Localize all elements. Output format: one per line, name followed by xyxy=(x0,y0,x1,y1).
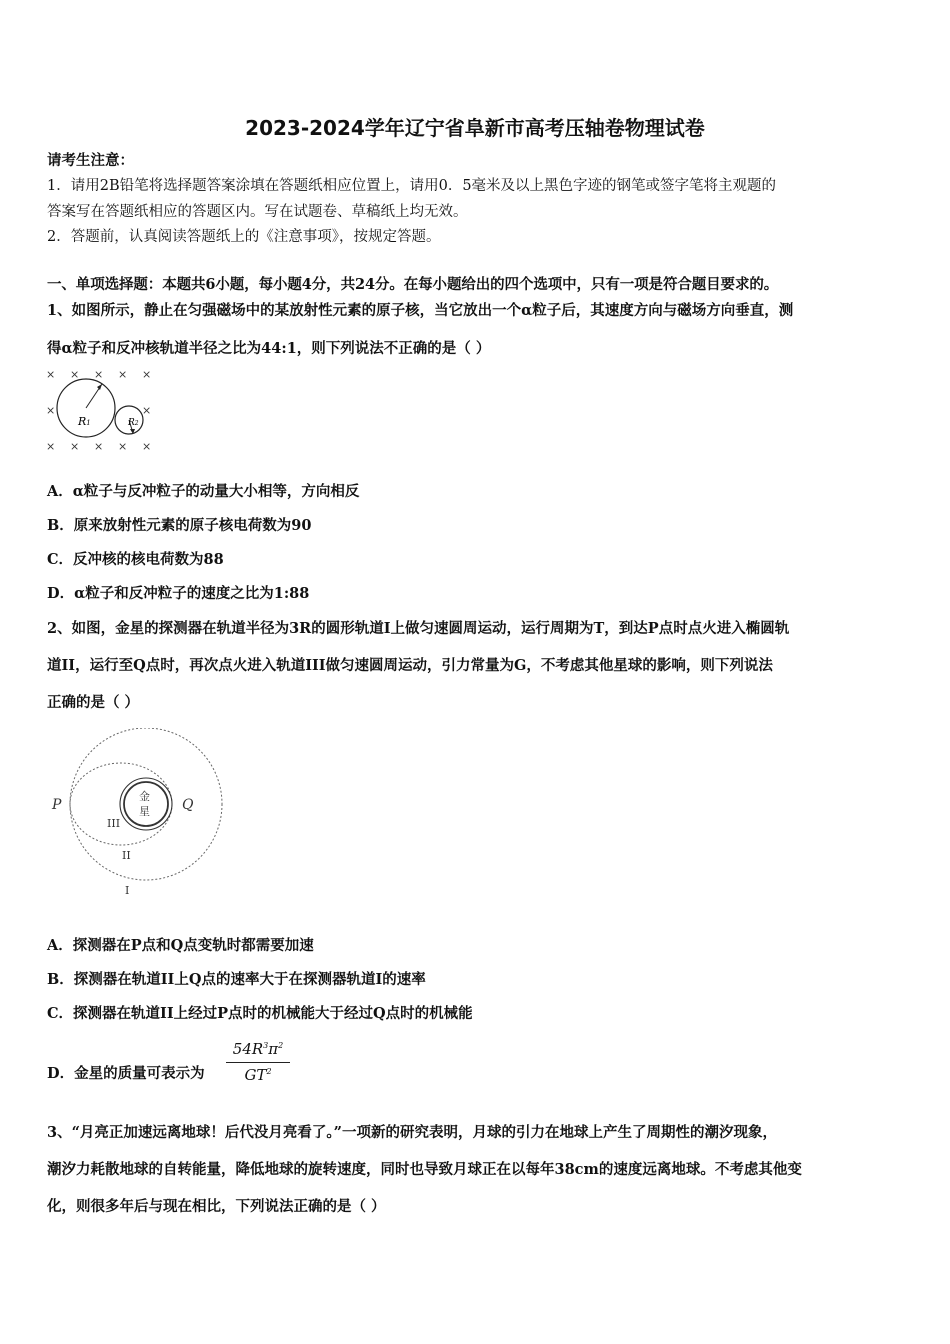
q2-option-d: D．金星的质量可表示为 xyxy=(47,1065,205,1082)
q2-orbit-figure xyxy=(44,728,234,900)
venus-planet xyxy=(124,782,168,826)
q2-option-a: A．探测器在P点和Q点变轨时都需要加速 xyxy=(47,937,314,954)
cross-mark: × xyxy=(46,404,56,417)
q1-option-d: D．α粒子和反冲粒子的速度之比为1:88 xyxy=(47,585,310,602)
q2-stem-line2: 道II，运行至Q点时，再次点火进入轨道III做匀速圆周运动，引力常量为G，不考虑其他星球的影响，则下列说法 xyxy=(47,657,773,674)
planet-label-1: 金 xyxy=(139,790,150,803)
cross-mark: × xyxy=(94,440,104,453)
point-q-label: Q xyxy=(182,797,194,813)
radius-r1-arrow xyxy=(97,384,102,390)
q1-option-c: C．反冲核的核电荷数为88 xyxy=(47,551,224,568)
q2-option-c: C．探测器在轨道II上经过P点时的机械能大于经过Q点时的机械能 xyxy=(47,1005,473,1022)
section-heading: 一、单项选择题：本题共6小题，每小题4分，共24分。在每小题给出的四个选项中，只有一项是符合题目要求的。 xyxy=(47,276,779,293)
orbit-i-circle xyxy=(70,728,222,880)
cross-mark: × xyxy=(46,440,56,453)
orbit-iii-label: III xyxy=(107,817,121,830)
page-title: 2023-2024学年辽宁省阜新市高考压轴卷物理试卷 xyxy=(245,116,705,140)
q1-stem-line2: 得α粒子和反冲核轨道半径之比为44:1，则下列说法不正确的是（ ） xyxy=(47,340,491,357)
planet-label-2: 星 xyxy=(139,805,150,818)
q1-option-a: A．α粒子与反冲粒子的动量大小相等，方向相反 xyxy=(47,483,360,500)
notice-line-2: 2．答题前，认真阅读答题纸上的《注意事项》，按规定答题。 xyxy=(47,229,441,245)
cross-mark: × xyxy=(118,440,128,453)
formula-denominator: $GT^2$ xyxy=(244,1066,272,1084)
q2-stem-line1: 2、如图，金星的探测器在轨道半径为3R的圆形轨道I上做匀速圆周运动，运行周期为T，到达P点时点火进入椭圆轨 xyxy=(47,620,790,637)
cross-mark: × xyxy=(142,404,152,417)
mass-formula-fraction xyxy=(226,1040,290,1084)
notice-line-1b: 答案写在答题纸相应的答题区内。写在试题卷、草稿纸上均无效。 xyxy=(47,204,468,220)
formula-numerator: $54R^3\pi^2$ xyxy=(226,1040,290,1063)
q1-option-b: B．原来放射性元素的原子核电荷数为90 xyxy=(47,517,312,534)
field-crosses xyxy=(46,368,151,453)
q1-magnetic-field-figure xyxy=(40,364,165,456)
q2-option-b: B．探测器在轨道II上Q点的速率大于在探测器轨道I的速率 xyxy=(47,971,426,988)
orbit-ii-label: II xyxy=(122,849,131,862)
cross-mark: × xyxy=(118,368,128,381)
cross-mark: × xyxy=(70,440,80,453)
orbit-i-label: I xyxy=(125,884,130,897)
q3-stem-line2: 潮汐力耗散地球的自转能量，降低地球的旋转速度，同时也导致月球正在以每年38cm的速度远离地球。不考虑其他变 xyxy=(47,1161,802,1178)
q3-stem-line3: 化，则很多年后与现在相比，下列说法正确的是（ ） xyxy=(47,1198,386,1215)
notice-line-1a: 1．请用2B铅笔将选择题答案涂填在答题纸相应位置上，请用0．5毫米及以上黑色字迹的钢笔或签字笔将主观题的 xyxy=(47,178,777,194)
point-p-label: P xyxy=(52,797,62,813)
cross-mark: × xyxy=(94,368,104,381)
q2-stem-line3: 正确的是（ ） xyxy=(47,694,140,711)
notice-heading: 请考生注意： xyxy=(47,152,134,169)
q3-stem-line1: 3、“月亮正加速远离地球！后代没月亮看了。”一项新的研究表明，月球的引力在地球上产生了周期性的潮汐现象， xyxy=(47,1124,778,1141)
cross-mark: × xyxy=(142,368,152,381)
label-r1: R1 xyxy=(78,415,91,428)
cross-mark: × xyxy=(70,368,80,381)
orbit-ii-ellipse xyxy=(70,763,172,845)
cross-mark: × xyxy=(46,368,56,381)
cross-mark: × xyxy=(142,440,152,453)
label-r2: R2 xyxy=(128,418,139,428)
q1-stem-line1: 1、如图所示，静止在匀强磁场中的某放射性元素的原子核，当它放出一个α粒子后，其速度方向与磁场方向垂直，测 xyxy=(47,302,794,319)
orbit-iii-circle xyxy=(120,778,172,830)
